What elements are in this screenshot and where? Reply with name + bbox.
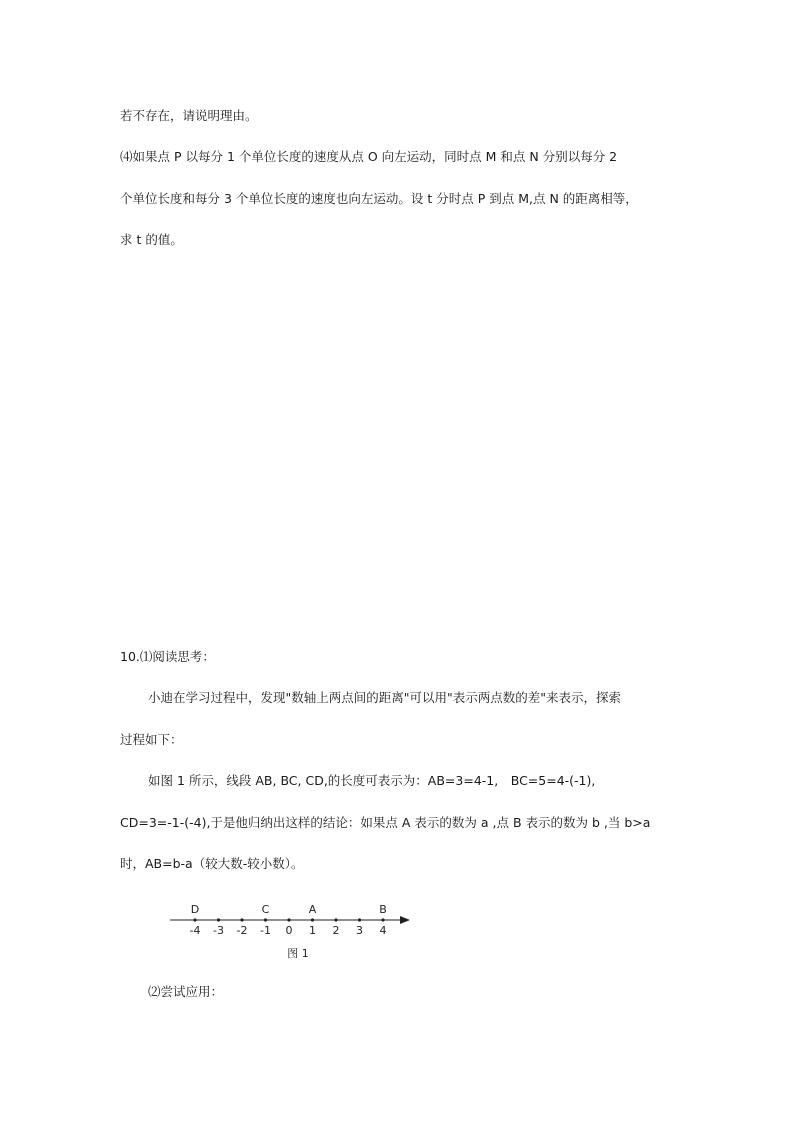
tick-label: -1 xyxy=(260,924,271,937)
tick-mark xyxy=(264,918,267,921)
tick-mark xyxy=(381,918,384,921)
text-line-8: 如图 1 所示，线段 AB, BC, CD,的长度可表示为：AB=3=4-1, BC=5=4-(-1), xyxy=(148,773,596,788)
problem-10-heading: 10.⑴阅读思考： xyxy=(120,649,215,664)
text-line-7: 过程如下： xyxy=(120,732,183,747)
tick-mark xyxy=(193,918,196,921)
point-label-C: C xyxy=(261,903,270,916)
tick-label: 2 xyxy=(332,924,340,937)
tick-mark xyxy=(334,918,337,921)
tick-mark xyxy=(240,918,243,921)
text-line-4: 求 t 的值。 xyxy=(120,232,183,247)
point-label-A: A xyxy=(308,903,317,916)
text-line-1: 若不存在，请说明理由。 xyxy=(120,108,258,123)
tick-label: 4 xyxy=(379,924,387,937)
tick-label: 1 xyxy=(309,924,316,937)
point-label-B: B xyxy=(379,903,387,916)
tick-label: -3 xyxy=(213,924,224,937)
number-line-svg xyxy=(160,895,420,965)
figure-caption: 图 1 xyxy=(287,947,309,960)
tick-mark xyxy=(311,918,314,921)
text-line-2: ⑷如果点 P 以每分 1 个单位长度的速度从点 O 向左运动，同时点 M 和点 N 分别以每分 2 xyxy=(120,149,618,164)
point-label-D: D xyxy=(190,903,200,916)
text-line-11: ⑵尝试应用： xyxy=(148,984,224,999)
text-line-6: 小迪在学习过程中，发现"数轴上两点间的距离"可以用"表示两点数的差"来表示，探索 xyxy=(148,690,621,705)
text-line-3: 个单位长度和每分 3 个单位长度的速度也向左运动。设 t 分时点 P 到点 M,点 N 的距离相等， xyxy=(120,191,638,206)
tick-label: -2 xyxy=(236,924,248,937)
tick-mark xyxy=(287,918,290,921)
text-line-10: 时，AB=b-a（较大数-较小数）。 xyxy=(120,856,304,871)
tick-mark xyxy=(358,918,361,921)
tick-label: 0 xyxy=(285,924,293,937)
axis-arrow xyxy=(400,916,410,924)
tick-label: 3 xyxy=(356,924,363,937)
text-line-9: CD=3=-1-(-4),于是他归纳出这样的结论：如果点 A 表示的数为 a ,点 B 表示的数为 b ,当 b>a xyxy=(120,815,651,830)
tick-label: -4 xyxy=(189,924,201,937)
tick-mark xyxy=(217,918,220,921)
number-line-figure xyxy=(160,895,420,965)
